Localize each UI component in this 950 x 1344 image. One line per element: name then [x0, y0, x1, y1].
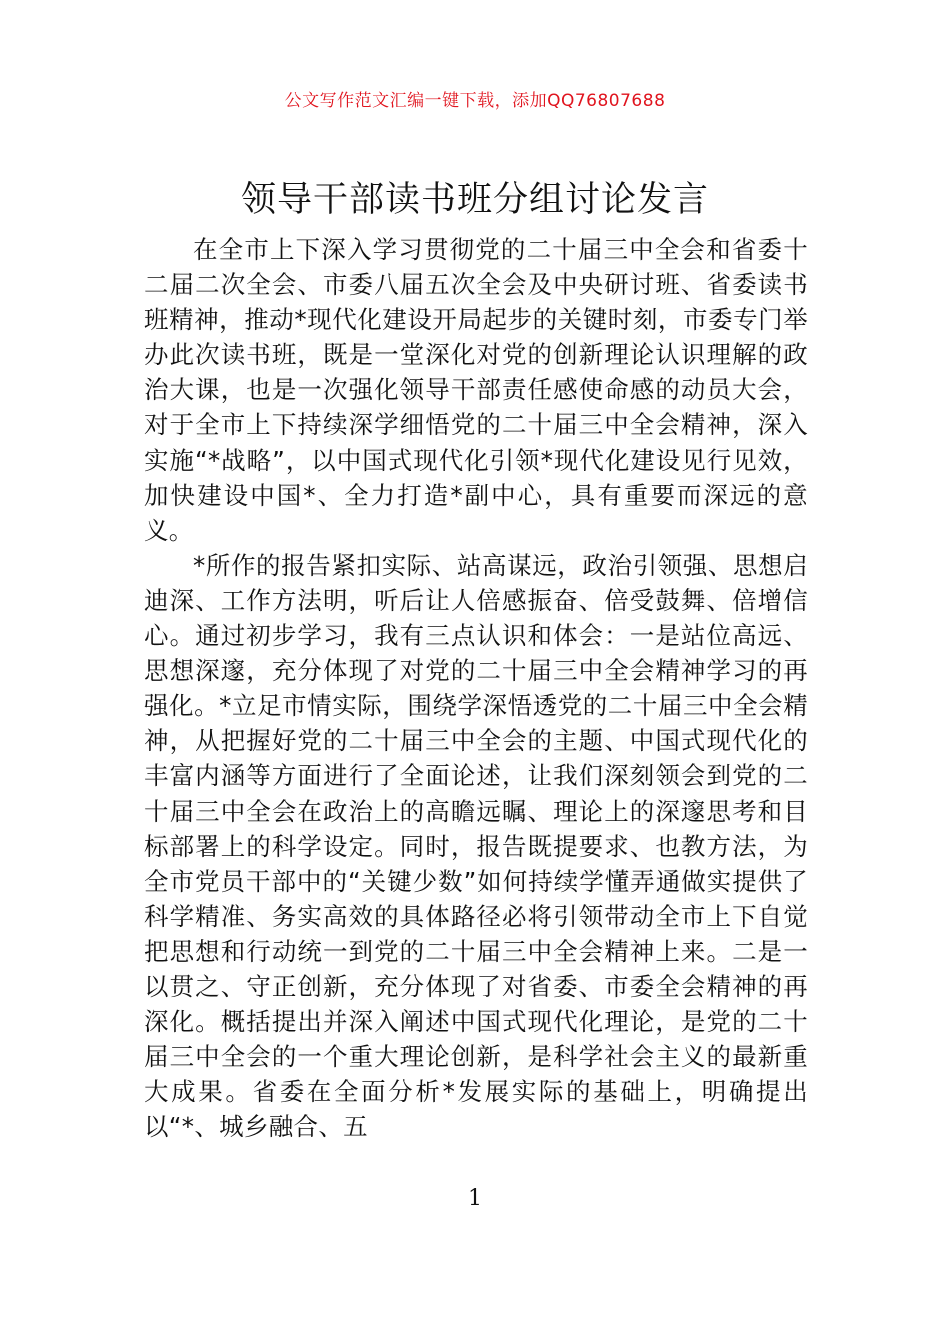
document-body — [144, 232, 808, 1144]
paragraph-2: *所作的报告紧扣实际、站高谋远，政治引领强、思想启迪深、工作方法明，听后让人倍感振奋、倍受鼓舞、倍增信心。通过初步学习，我有三点认识和体会：一是站位高远、思想深邃，充分体现了对党的二十届三中全会精神学习的再强化。*立足市情实际，围绕学深悟透党的二十届三中全会精神，从把握好党的二十届三中全会的主题、中国式现代化的丰富内涵等方面进行了全面论述，让我们深刻领会到党的二十届三中全会在政治上的高瞻远瞩、理论上的深邃思考和目标部署上的科学设定。同时，报告既提要求、也教方法，为全市党员干部中的“关键少数”如何持续学懂弄通做实提供了科学精准、务实高效的具体路径必将引领带动全市上下自觉把思想和行动统一到党的二十届三中全会精神上来。二是一以贯之、守正创新，充分体现了对省委、市委全会精神的再深化。概括提出并深入阐述中国式现代化理论，是党的二十届三中全会的一个重大理论创新，是科学社会主义的最新重大成果。省委在全面分析*发展实际的基础上，明确提出以“*、城乡融合、五 — [144, 550, 808, 1142]
document-title: 领导干部读书班分组讨论发言 — [240, 180, 709, 220]
paragraph-1: 在全市上下深入学习贯彻党的二十届三中全会和省委十二届二次全会、市委八届五次全会及中央研讨班、省委读书班精神，推动*现代化建设开局起步的关键时刻，市委专门举办此次读书班，既是一堂深化对党的创新理论认识理解的政治大课，也是一次强化领导干部责任感使命感的动员大会，对于全市上下持续深学细悟党的二十届三中全会精神，深入实施“*战略”，以中国式现代化引领*现代化建设见行见效，加快建设中国*、全力打造*副中心，具有重要而深远的意义。 — [144, 235, 808, 545]
page-number: 1 — [468, 1186, 482, 1211]
download-banner: 公文写作范文汇编一键下载，添加QQ76807688 — [284, 91, 666, 111]
